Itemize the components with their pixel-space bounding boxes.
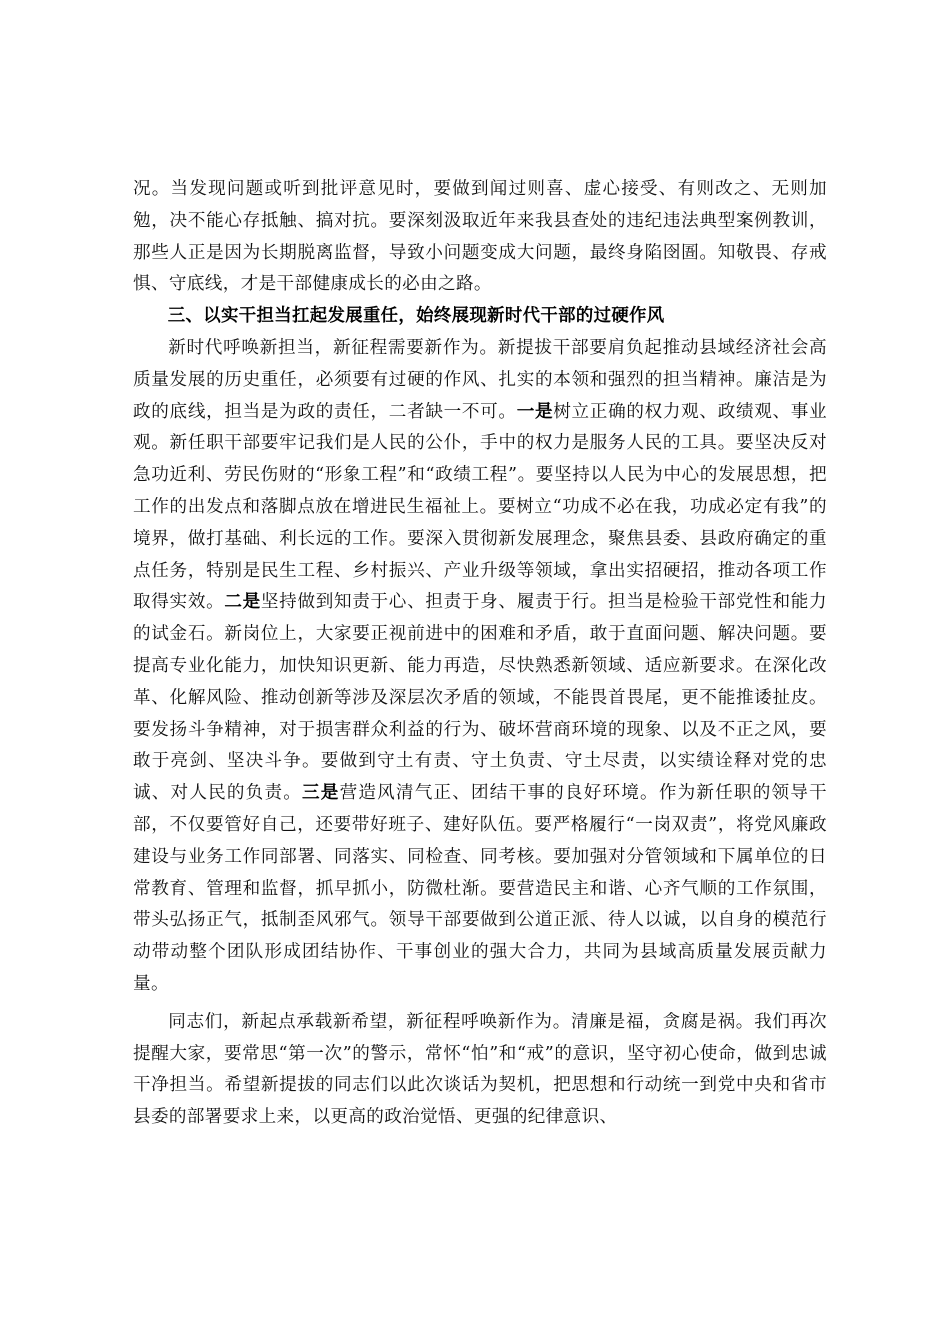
paragraph-closing: 同志们，新起点承载新希望，新征程呼唤新作为。清廉是福，贪腐是祸。我们再次提醒大家，要常思“第一次”的警示，常怀“怕”和“戒”的意识，坚守初心使命，做到忠诚干净担当。希望新提拔的同志们以此次谈话为契机，把思想和行动统一到党中央和省市县委的部署要求上来，以更高的政治觉悟、更强的纪律意识、 <box>133 1011 827 1128</box>
point-two-text: 坚持做到知责于心、担责于身、履责于行。担当是检验干部党性和能力的试金石。新岗位上，大家要正视前进中的困难和矛盾，敢于直面问题、解决问题。要提高专业化能力，加快知识更新、能力再造，尽快熟悉新领域、适应新要求。在深化改革、化解风险、推动创新等涉及深层次矛盾的领域，不能畏首畏尾，更不能推诿扯皮。要发扬斗争精神，对于损害群众利益的行为、破坏营商环境的现象、以及不正之风，要敢于亮剑、坚决斗争。要做到守土有责、守土负责、守土尽责，以实绩诠释对党的忠诚、对人民的负责。 <box>133 592 827 804</box>
point-three-text: 营造风清气正、团结干事的良好环境。作为新任职的领导干部，不仅要管好自己，还要带好班子、建好队伍。要严格履行“一岗双责”，将党风廉政建设与业务工作同部署、同落实、同检查、同考核。要加强对分管领域和下属单位的日常教育、管理和监督，抓早抓小，防微杜渐。要营造民主和谐、心齐气顺的工作氛围，带头弘扬正气，抵制歪风邪气。领导干部要做到公道正派、待人以诚，以自身的模范行动带动整个团队形成团结协作、干事创业的强大合力，共同为县域高质量发展贡献力量。 <box>133 783 827 994</box>
point-one-text: 树立正确的权力观、政绩观、事业观。新任职干部要牢记我们是人民的公仆，手中的权力是服务人民的工具。要坚决反对急功近利、劳民伤财的“形象工程”和“政绩工程”。要坚持以人民为中心的发展思想，把工作的出发点和落脚点放在增进民生福祉上。要树立“功成不必在我，功成必定有我”的境界，做打基础、利长远的工作。要深入贯彻新发展理念，聚焦县委、县政府确定的重点任务，特别是民生工程、乡村振兴、产业升级等领域，拿出实招硬招，推动各项工作取得实效。 <box>133 401 827 613</box>
point-two-label: 二是 <box>224 592 261 613</box>
paragraph-continuation: 况。当发现问题或听到批评意见时，要做到闻过则喜、虚心接受、有则改之、无则加勉，决不能心存抵触、搞对抗。要深刻汲取近年来我县查处的违纪违法典型案例教训，那些人正是因为长期脱离监督，导致小问题变成大问题，最终身陷囹圄。知敬畏、存戒惧、守底线，才是干部健康成长的必由之路。 <box>133 179 827 295</box>
paragraph-section-three <box>133 333 827 1001</box>
document-body <box>133 174 827 1134</box>
point-three-label: 三是 <box>302 783 340 804</box>
paragraph-intro-text: 新时代呼唤新担当，新征程需要新作为。新提拔干部要肩负起推动县域经济社会高质量发展的历史重任，必须要有过硬的作风、扎实的本领和强烈的担当精神。廉洁是为政的底线，担当是为政的责任，二者缺一不可。 <box>133 337 827 422</box>
point-one-label: 一是 <box>516 401 554 422</box>
section-heading: 三、以实干担当扛起发展重任，始终展现新时代干部的过硬作风 <box>167 306 665 327</box>
